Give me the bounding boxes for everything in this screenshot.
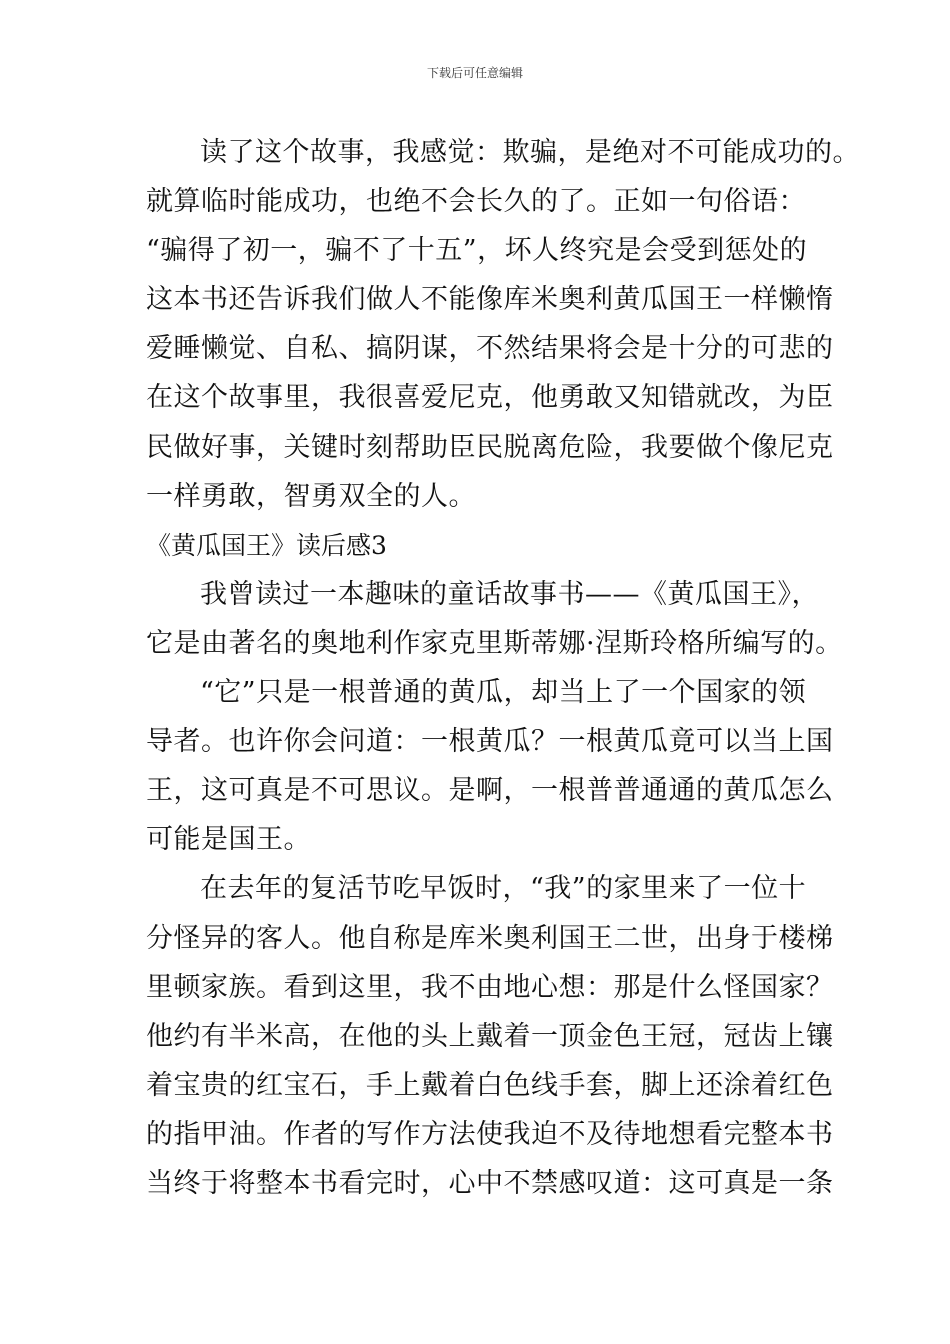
paragraph-line: 我曾读过一本趣味的童话故事书——《黄瓜国王》，	[200, 578, 819, 610]
paragraph-line: 一样勇敢，智勇双全的人。	[146, 480, 476, 512]
paragraph-line: 里顿家族。看到这里，我不由地心想：那是什么怪国家？	[146, 971, 834, 1003]
paragraph-line: 就算临时能成功，也绝不会长久的了。正如一句俗语：	[146, 186, 806, 218]
paragraph-line: 在去年的复活节吃早饭时，“我”的家里来了一位十	[200, 873, 807, 905]
paragraph-line: “骗得了初一，骗不了十五”，坏人终究是会受到惩处的	[146, 235, 808, 267]
section-heading: 《黄瓜国王》读后感3	[146, 530, 387, 560]
document-body	[146, 128, 860, 1208]
paragraph-line: 着宝贵的红宝石，手上戴着白色线手套，脚上还涂着红色	[146, 1069, 834, 1101]
paragraph-line: 它是由著名的奥地利作家克里斯蒂娜·涅斯玲格所编写的。	[146, 627, 843, 659]
paragraph-line: 的指甲油。作者的写作方法使我迫不及待地想看完整本书	[146, 1118, 834, 1150]
paragraph-line: 王，这可真是不可思议。是啊，一根普普通通的黄瓜怎么	[146, 775, 834, 807]
paragraph-line: 可能是国王。	[146, 824, 311, 856]
paragraph-line: “它”只是一根普通的黄瓜，却当上了一个国家的领	[200, 677, 807, 709]
paragraph-line: 在这个故事里，我很喜爱尼克，他勇敢又知错就改，为臣	[146, 382, 834, 414]
paragraph-line: 读了这个故事，我感觉：欺骗，是绝对不可能成功的。	[200, 137, 860, 168]
paragraph-line: 他约有半米高，在他的头上戴着一顶金色王冠，冠齿上镶	[146, 1020, 834, 1052]
paragraph-line: 民做好事，关键时刻帮助臣民脱离危险，我要做个像尼克	[146, 431, 834, 463]
paragraph-line: 导者。也许你会问道：一根黄瓜？一根黄瓜竟可以当上国	[146, 726, 834, 758]
page-header: 下载后可任意编辑	[426, 66, 523, 80]
paragraph-line: 这本书还告诉我们做人不能像库米奥利黄瓜国王一样懒惰	[146, 284, 834, 316]
paragraph-line: 当终于将整本书看完时，心中不禁感叹道：这可真是一条	[146, 1167, 834, 1199]
paragraph-line: 爱睡懒觉、自私、搞阴谋，不然结果将会是十分的可悲的	[146, 333, 834, 365]
paragraph-line: 分怪异的客人。他自称是库米奥利国王二世，出身于楼梯	[146, 922, 834, 954]
